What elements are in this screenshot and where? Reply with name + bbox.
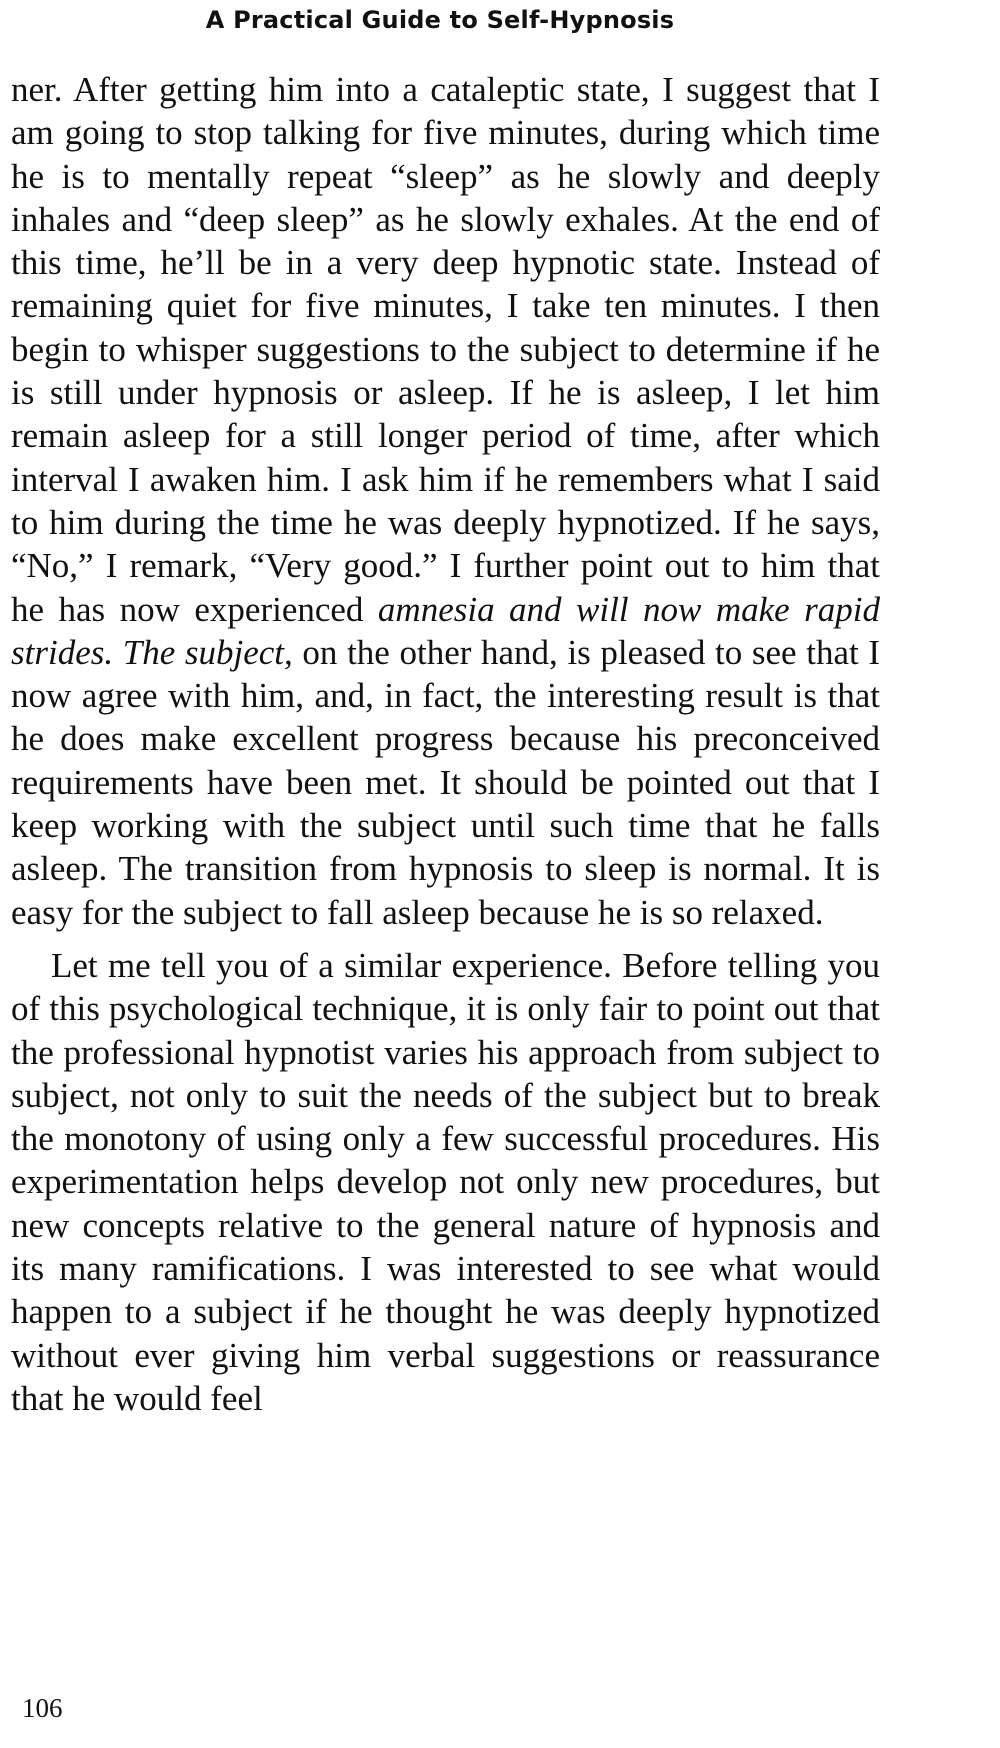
paragraph-1-text: ner. After getting him into a cataleptic state, I suggest that I am going to stop talking for five minutes, during which time he is to mentally repeat “sleep” as he slowly and deeply inhales and “deep sleep” as he slowly exhales. At the end of this time, he’ll be in a very deep hypnotic state. Instead of remaining quiet for five minutes, I take ten minutes. I then begin to whisper suggestions to the subject to determine if he is still under hypnosis or asleep. If he is asleep, I let him remain asleep for a still longer period of time, after which interval I awaken him. I ask him if he remembers what I said to him during the time he was deeply hypnotized. If he says, “No,” I remark, “Very good.” I further point out to him that he has now experienced [11,70,880,629]
paragraph-1-italic-text: amnesia and will now make rapid strides. The subject, [11,589,880,672]
body-text [11,68,880,1420]
paragraph-1-text-continued: on the other hand, is pleased to see that I now agree with him, and, in fact, the interesting result is that he does make excellent progress because his preconceived requirements have been met. It should be pointed out that I keep working with the subject until such time that he falls asleep. The transition from hypnosis to sleep is normal. It is easy for the subject to fall asleep because he is so relaxed. [11,632,881,932]
paragraph-1 [11,68,880,934]
running-head: A Practical Guide to Self-Hypnosis [205,6,675,34]
page-number: 106 [22,1693,63,1723]
paragraph-2 [11,944,880,1420]
paragraph-2-text: Let me tell you of a similar experience. Before telling you of this psychological technique, it is only fair to point out that the professional hypnotist varies his approach from subject to subject, not only to suit the needs of the subject but to break the monotony of using only a few successful procedures. His experimentation helps develop not only new procedures, but new concepts relative to the general nature of hypnosis and its many ramifications. I was interested to see what would happen to a subject if he thought he was deeply hypnotized without ever giving him verbal suggestions or reassurance that he would feel [11,945,880,1418]
